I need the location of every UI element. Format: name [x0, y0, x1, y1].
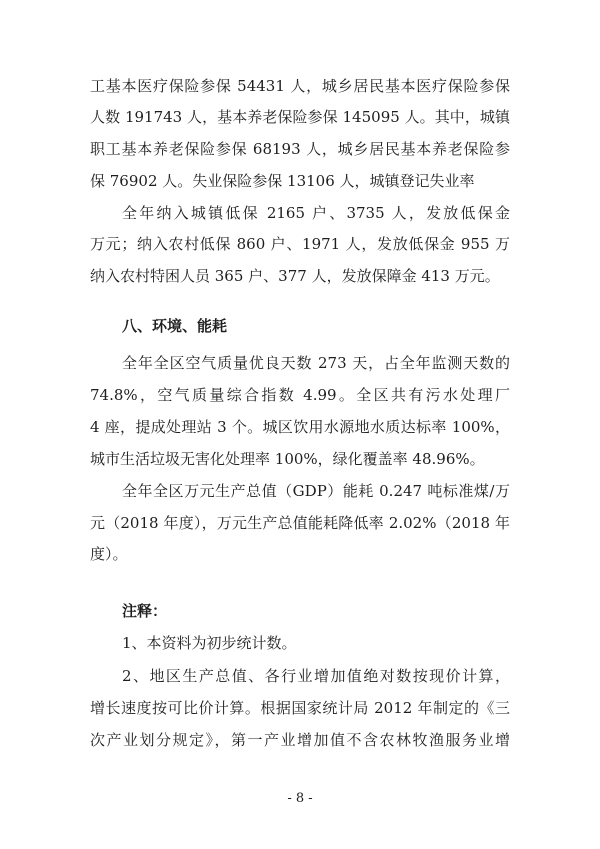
note-line: 次产业划分规定》，第一产业增加值不含农林牧渔服务业增 [90, 731, 510, 749]
paragraph-line: 4 座，提成处理站 3 个。城区饮用水源地水质达标率 100%， [90, 418, 510, 436]
note-line: 1、本资料为初步统计数。 [122, 634, 297, 652]
notes-title: 注释： [122, 602, 168, 620]
paragraph-line: 全年全区空气质量优良天数 273 天，占全年监测天数的 [122, 354, 510, 372]
paragraph-line: 万元；纳入农村低保 860 户、1971 人，发放低保金 955 万 [90, 235, 510, 253]
paragraph-line: 城市生活垃圾无害化处理率 100%，绿化覆盖率 48.96%。 [90, 450, 485, 468]
paragraph-line: 保 76902 人。失业保险参保 13106 人，城镇登记失业率 [90, 172, 475, 190]
section-heading: 八、环境、能耗 [122, 317, 228, 335]
note-line: 2、地区生产总值、各行业增加值绝对数按现价计算， [122, 667, 510, 685]
paragraph-line: 元（2018 年度），万元生产总值能耗降低率 2.02%（2018 年 [90, 514, 510, 532]
paragraph-line: 纳入农村特困人员 365 户、377 人，发放保障金 413 万元。 [90, 267, 500, 285]
paragraph-line: 全年纳入城镇低保 2165 户、3735 人，发放低保金 [122, 204, 510, 222]
page-number: - 8 - [287, 791, 313, 806]
paragraph-line: 工基本医疗保险参保 54431 人，城乡居民基本医疗保险参保 [90, 77, 510, 95]
paragraph-line: 全年全区万元生产总值（GDP）能耗 0.247 吨标准煤/万 [122, 482, 510, 500]
paragraph-line: 74.8%，空气质量综合指数 4.99。全区共有污水处理厂 [90, 386, 510, 404]
paragraph-line: 人数 191743 人，基本养老保险参保 145095 人。其中，城镇 [90, 108, 510, 126]
paragraph-line: 度）。 [90, 545, 128, 563]
note-line: 增长速度按可比价计算。根据国家统计局 2012 年制定的《三 [90, 699, 510, 717]
paragraph-line: 职工基本养老保险参保 68193 人，城乡居民基本养老保险参 [90, 140, 510, 158]
